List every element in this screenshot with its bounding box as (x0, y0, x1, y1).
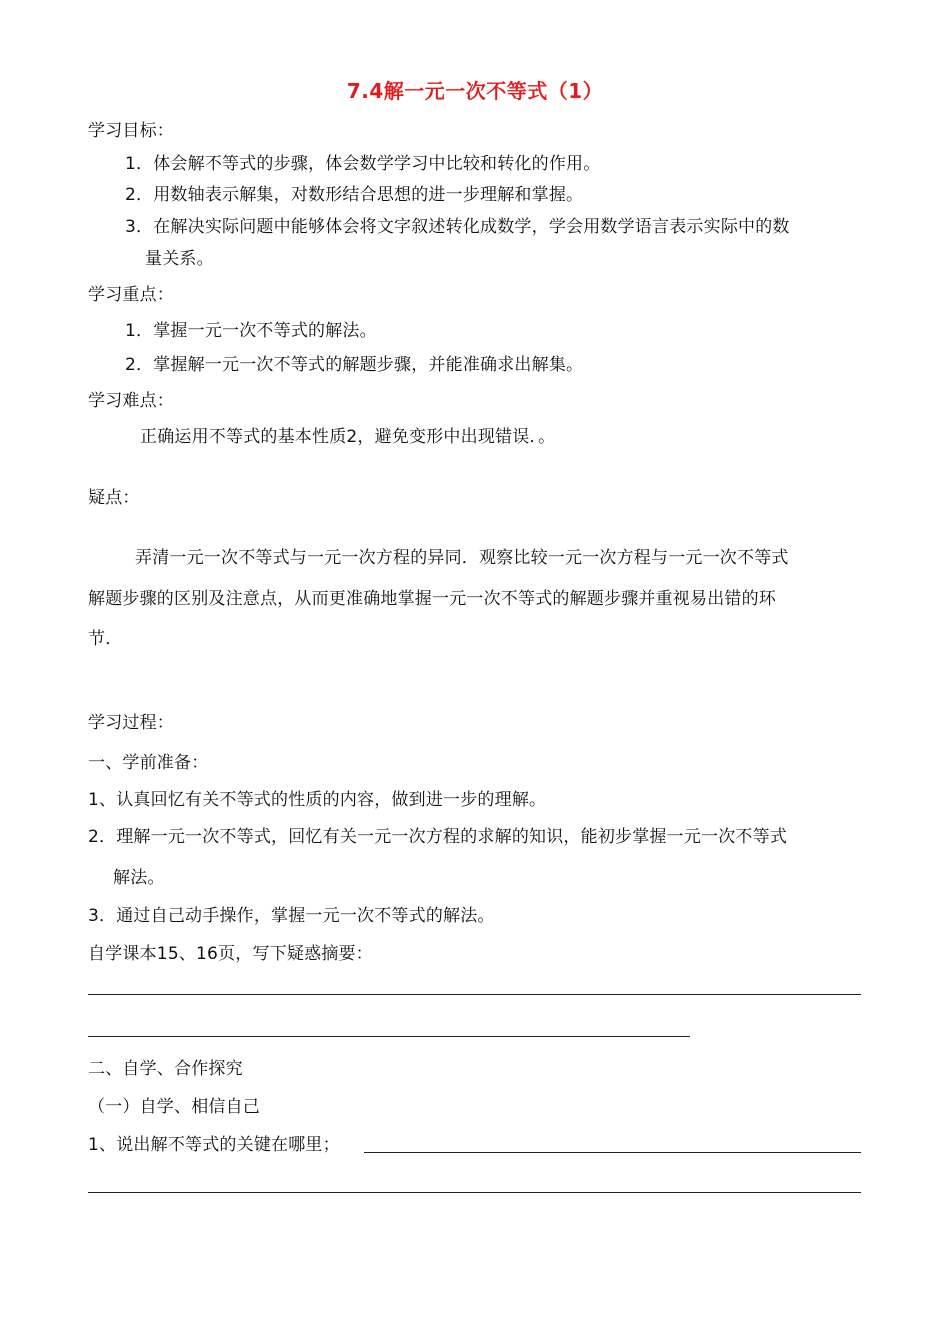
objective-item-1: 1．体会解不等式的步骤，体会数学学习中比较和转化的作用。 (125, 154, 601, 174)
subsection-heading: （一）自学、相信自己 (88, 1097, 260, 1117)
question-1-answer-line[interactable] (364, 1152, 861, 1153)
objective-item-3: 3．在解决实际问题中能够体会将文字叙述转化成数学，学会用数学语言表示实际中的数 (125, 217, 790, 237)
question-1: 1、说出解不等式的关键在哪里； (88, 1135, 340, 1155)
self-study-prompt: 自学课本15、16页，写下疑惑摘要： (88, 944, 373, 964)
objective-item-2: 2．用数轴表示解集，对数形结合思想的进一步理解和掌握。 (125, 185, 584, 205)
doubts-line-3: 节． (88, 629, 123, 649)
objective-item-3-cont: 量关系。 (145, 249, 214, 269)
answer-line-3[interactable] (88, 1192, 861, 1193)
key-point-item-2: 2．掌握解一元一次不等式的解题步骤，并能准确求出解集。 (125, 355, 584, 375)
key-point-item-1: 1．掌握一元一次不等式的解法。 (125, 321, 377, 341)
answer-line-2[interactable] (88, 1036, 690, 1037)
difficulties-heading: 学习难点： (88, 391, 174, 411)
objectives-heading: 学习目标： (88, 121, 174, 141)
doubts-line-1: 弄清一元一次不等式与一元一次方程的异同．观察比较一元一次方程与一元一次不等式 (135, 548, 789, 568)
difficulties-text: 正确运用不等式的基本性质2，避免变形中出现错误．。 (140, 427, 556, 447)
doubts-heading: 疑点： (88, 488, 140, 508)
section-2-heading: 二、自学、合作探究 (88, 1059, 243, 1079)
page-title: 7.4解一元一次不等式（1） (346, 79, 604, 103)
process-heading: 学习过程： (88, 713, 174, 733)
key-points-heading: 学习重点： (88, 285, 174, 305)
prep-item-2: 2．理解一元一次不等式，回忆有关一元一次方程的求解的知识，能初步掌握一元一次不等式 (88, 827, 788, 847)
prep-item-2-cont: 解法。 (113, 868, 165, 888)
answer-line-1[interactable] (88, 994, 861, 995)
doubts-line-2: 解题步骤的区别及注意点，从而更准确地掌握一元一次不等式的解题步骤并重视易出错的环 (88, 589, 776, 609)
section-1-heading: 一、学前准备： (88, 753, 209, 773)
prep-item-3: 3．通过自己动手操作，掌握一元一次不等式的解法。 (88, 906, 495, 926)
prep-item-1: 1、认真回忆有关不等式的性质的内容，做到进一步的理解。 (88, 790, 547, 810)
